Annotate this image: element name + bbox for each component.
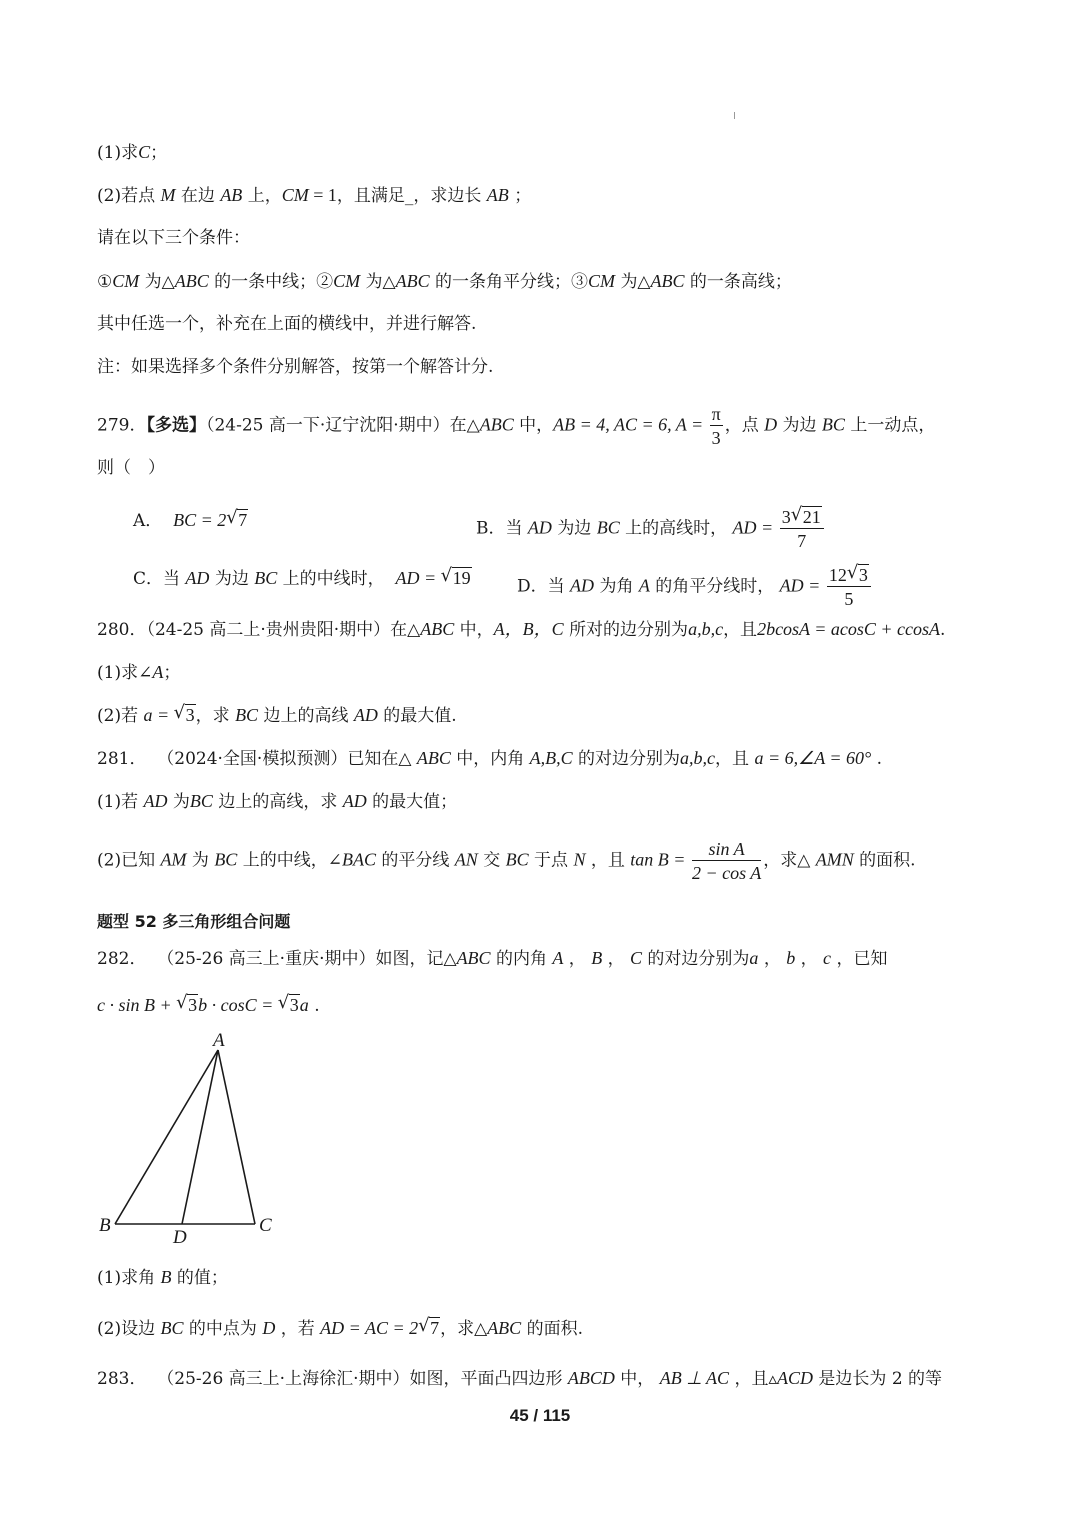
label-b: B bbox=[99, 1215, 111, 1236]
side-ab bbox=[115, 1050, 218, 1224]
side-ac bbox=[218, 1050, 255, 1224]
q279-option-b: B．当 AD 为边 BC 上的高线时， AD = $\frac{3√ 21}{7}$ bbox=[476, 508, 826, 550]
page-number: 45 / 115 bbox=[509, 1406, 571, 1425]
segment-ad bbox=[182, 1050, 218, 1224]
q278-choose: 其中任选一个，补充在上面的横线中，并进行解答. bbox=[97, 314, 477, 334]
q282-part2: (2)设边 BC 的中点为 D ，若 AD = AC = 2√ 7，求△ABC 的面积. bbox=[97, 1316, 583, 1341]
q280-stem: 280．（24-25 高二上·贵州贵阳·期中）在△ABC 中，A，B，C 所对的边分别为a,b,c，且2bcosA = acosC + ccosA. bbox=[97, 619, 946, 640]
q280-part1: (1)求∠A； bbox=[97, 662, 181, 683]
q283-stem: 283． （25-26 高三上·上海徐汇·期中）如图，平面凸四边形 ABCD 中， AB ⊥ AC ，且▵ACD 是边长为 2 的等 bbox=[97, 1368, 943, 1389]
q281-part2: (2)已知 AM 为 BC 上的中线，∠BAC 的平分线 AN 交 BC 于点 N ，且 tan B = $\frac{\text{sin A}}{\text{2 − cos A}}$ ，求△ AMN 的面积. bbox=[97, 839, 916, 883]
q281-stem: 281． （2024·全国·模拟预测）已知在△ ABC 中，内角 A,B,C 的对边分别为a,b,c，且 a = 6,∠A = 60° . bbox=[97, 748, 883, 769]
q281-part1: (1)若 AD 为BC 边上的高线，求 AD 的最大值； bbox=[97, 791, 458, 812]
q278-instruction: 请在以下三个条件： bbox=[97, 228, 250, 248]
pi-over-3: $\frac{\pi}{3}$ bbox=[711, 404, 721, 448]
q279-option-c: C．当 AD 为边 BC 上的中线时， AD = √ 19 bbox=[133, 566, 472, 591]
q278-conditions: ①CM 为△ABC 的一条中线；②CM 为△ABC 的一条角平分线；③CM 为△ABC 的一条高线； bbox=[97, 271, 792, 292]
section-heading: 题型 52 多三角形组合问题 bbox=[97, 912, 291, 931]
q282-equation: c · sin B + √ 3b · cosC = √ 3a . bbox=[97, 993, 320, 1018]
q279-option-d: D．当 AD 为角 A 的角平分线时， AD = $\frac{12√ 3}{5}$ bbox=[517, 566, 873, 608]
q280-part2: (2)若 a = √ 3，求 BC 边上的高线 AD 的最大值. bbox=[97, 703, 457, 728]
q282-part1: (1)求角 B 的值； bbox=[97, 1267, 228, 1288]
q279-stem: 279．【多选】（24-25 高一下·辽宁沈阳·期中）在△ABC 中，AB = 4, AC = 6, A = $\frac{\pi}{3}$ ，点 D 为边 BC 上一动点， bbox=[97, 404, 936, 448]
q279-then: 则（ ） bbox=[97, 458, 165, 478]
triangle-figure bbox=[95, 1028, 285, 1248]
label-a: A bbox=[213, 1030, 225, 1051]
label-c: C bbox=[259, 1215, 272, 1236]
margin-mark bbox=[734, 112, 735, 119]
q278-part1: (1)求C； bbox=[97, 142, 168, 163]
q278-part2: (2)若点 M 在边 AB 上，CM = 1，且满足_，求边长 AB ； bbox=[97, 185, 532, 206]
q278-note: 注：如果选择多个条件分别解答，按第一个解答计分. bbox=[97, 357, 494, 377]
q282-stem: 282． （25-26 高三上·重庆·期中）如图，记△ABC 的内角 A ， B ， C 的对边分别为a ， b ， c ，已知 bbox=[97, 948, 888, 969]
label-d: D bbox=[173, 1227, 187, 1248]
q279-option-a: A． BC = 2√ 7 bbox=[133, 508, 248, 533]
